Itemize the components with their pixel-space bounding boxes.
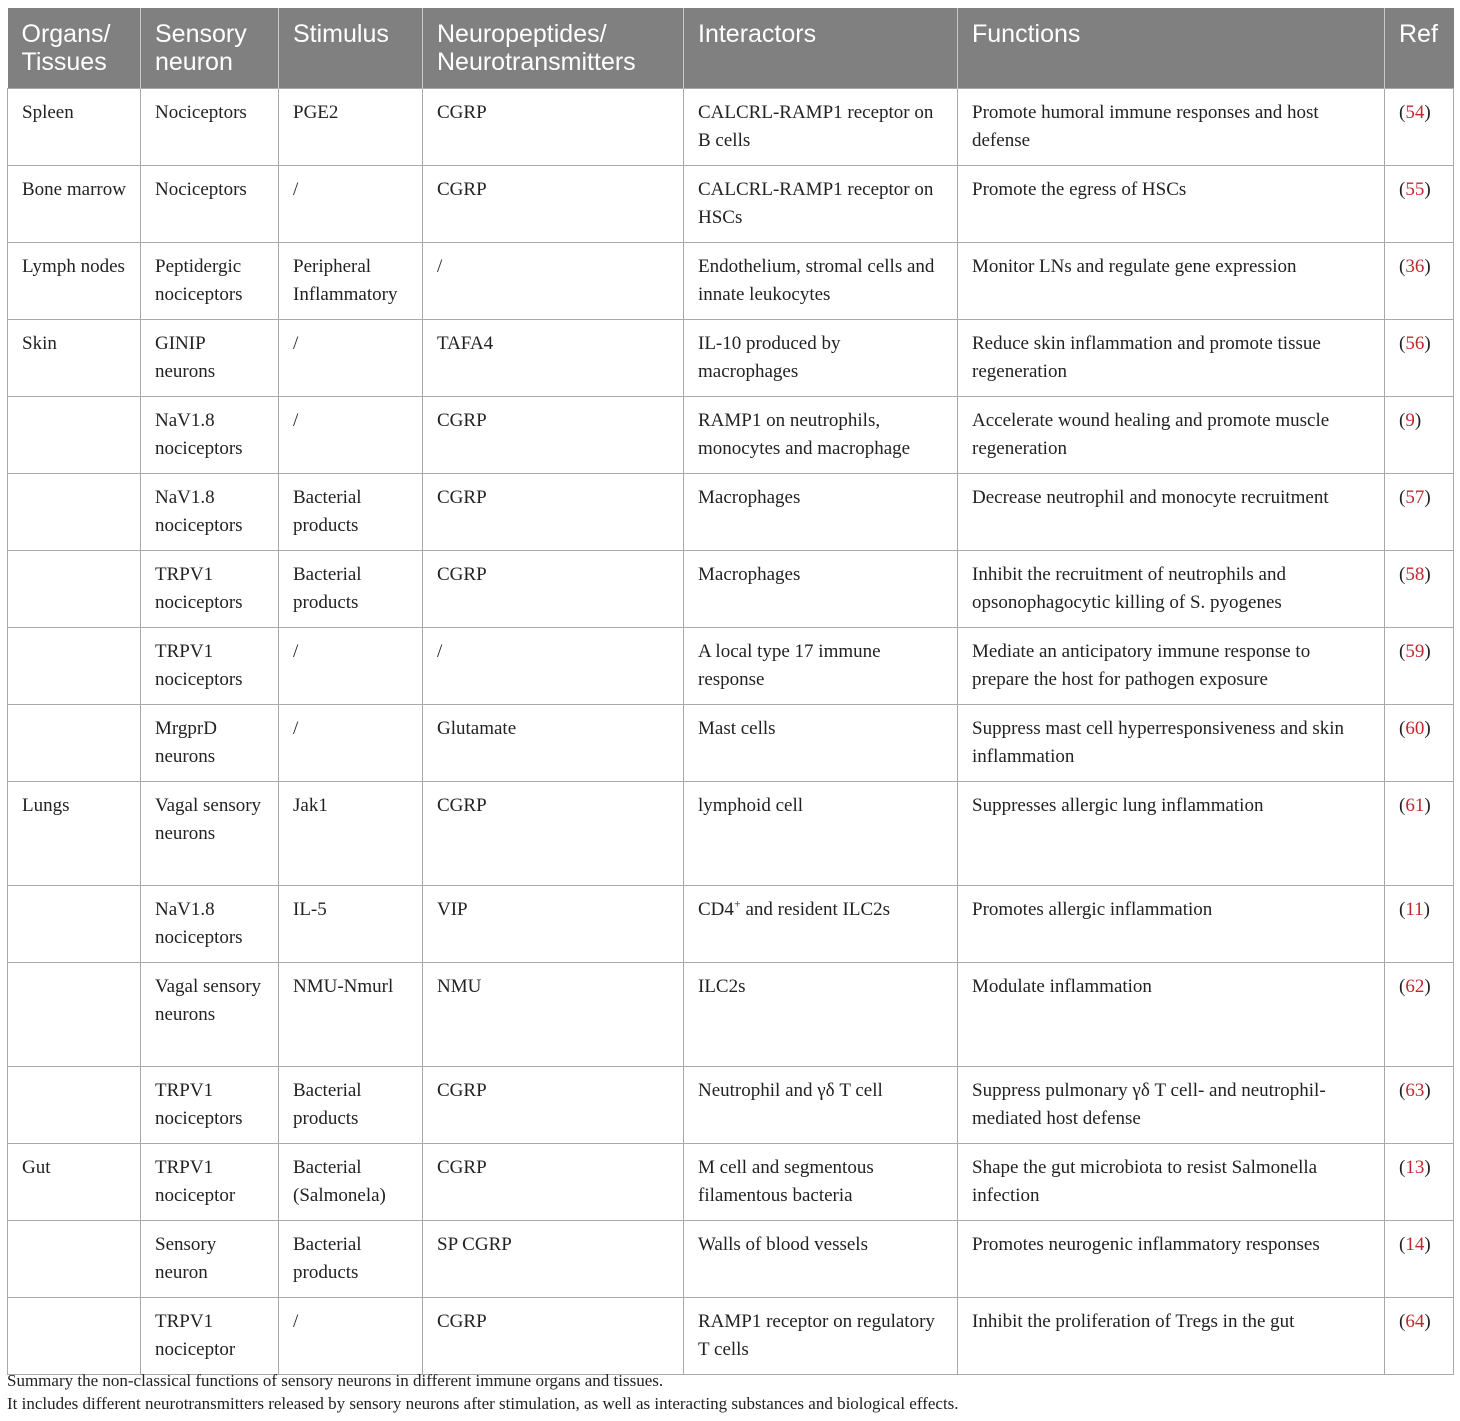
header-functions: Functions (958, 8, 1385, 89)
cell-ref: (61) (1385, 782, 1454, 886)
cell-ref: (9) (1385, 397, 1454, 474)
cell-functions: Promotes allergic inflammation (958, 886, 1385, 963)
ref-link[interactable]: 56 (1405, 333, 1425, 354)
cell-organ: Lungs (8, 782, 141, 886)
cell-neurotransmitter: CGRP (423, 1144, 684, 1221)
cell-organ (8, 963, 141, 1067)
table-row (8, 474, 1454, 551)
cell-neurotransmitter: CGRP (423, 89, 684, 166)
cell-organ (8, 551, 141, 628)
cell-stimulus: Bacterial products (279, 1067, 423, 1144)
cell-neurotransmitter: TAFA4 (423, 320, 684, 397)
cell-interactors: RAMP1 on neutrophils, monocytes and macrophage (684, 397, 958, 474)
cell-interactors: IL-10 produced by macrophages (684, 320, 958, 397)
cell-interactors: Endothelium, stromal cells and innate leukocytes (684, 243, 958, 320)
cell-functions: Monitor LNs and regulate gene expression (958, 243, 1385, 320)
table-row (8, 89, 1454, 166)
cell-neuron: NaV1.8 nociceptors (141, 886, 279, 963)
cell-neuron: Vagal sensory neurons (141, 782, 279, 886)
cell-neurotransmitter: CGRP (423, 166, 684, 243)
cell-functions: Suppress pulmonary γδ T cell- and neutrophil-mediated host defense (958, 1067, 1385, 1144)
table-row (8, 551, 1454, 628)
cell-stimulus: / (279, 397, 423, 474)
cell-functions: Inhibit the recruitment of neutrophils and opsonophagocytic killing of S. pyogenes (958, 551, 1385, 628)
ref-link[interactable]: 63 (1405, 1080, 1425, 1101)
cell-ref: (36) (1385, 243, 1454, 320)
ref-link[interactable]: 9 (1405, 410, 1415, 431)
cell-ref: (60) (1385, 705, 1454, 782)
cell-organ (8, 628, 141, 705)
table-row (8, 243, 1454, 320)
cell-neuron: TRPV1 nociceptors (141, 628, 279, 705)
ref-link[interactable]: 55 (1405, 179, 1425, 200)
cell-neurotransmitter: VIP (423, 886, 684, 963)
table-row (8, 1298, 1454, 1375)
table-row (8, 320, 1454, 397)
cell-organ: Spleen (8, 89, 141, 166)
cell-interactors: RAMP1 receptor on regulatory T cells (684, 1298, 958, 1375)
cell-ref: (57) (1385, 474, 1454, 551)
cell-functions: Promotes neurogenic inflammatory responses (958, 1221, 1385, 1298)
cell-organ (8, 1298, 141, 1375)
cell-interactors: ILC2s (684, 963, 958, 1067)
ref-link[interactable]: 62 (1405, 976, 1425, 997)
cell-stimulus: Jak1 (279, 782, 423, 886)
cell-interactors: Macrophages (684, 551, 958, 628)
superscript-plus: + (733, 896, 741, 911)
header-row (8, 8, 1454, 89)
header-ref: Ref (1385, 8, 1454, 89)
cell-neuron: Nociceptors (141, 166, 279, 243)
cell-neuron: TRPV1 nociceptor (141, 1144, 279, 1221)
ref-link[interactable]: 61 (1405, 795, 1425, 816)
cell-ref: (11) (1385, 886, 1454, 963)
cell-stimulus: Bacterial (Salmonela) (279, 1144, 423, 1221)
cell-functions: Inhibit the proliferation of Tregs in the gut (958, 1298, 1385, 1375)
cell-neuron: Vagal sensory neurons (141, 963, 279, 1067)
cell-ref: (54) (1385, 89, 1454, 166)
cell-stimulus: PGE2 (279, 89, 423, 166)
cell-ref: (14) (1385, 1221, 1454, 1298)
cell-interactors: CALCRL-RAMP1 receptor on B cells (684, 89, 958, 166)
ref-link[interactable]: 13 (1405, 1157, 1425, 1178)
cell-neurotransmitter: CGRP (423, 1298, 684, 1375)
cell-neurotransmitter: CGRP (423, 551, 684, 628)
cell-interactors: Mast cells (684, 705, 958, 782)
cell-interactors: Macrophages (684, 474, 958, 551)
cell-stimulus: / (279, 628, 423, 705)
ref-link[interactable]: 64 (1405, 1311, 1425, 1332)
cell-neuron: GINIP neurons (141, 320, 279, 397)
cell-organ (8, 397, 141, 474)
cell-organ (8, 1067, 141, 1144)
cell-interactors: lymphoid cell (684, 782, 958, 886)
summary-table-container (7, 8, 1453, 1375)
cell-stimulus: Bacterial products (279, 551, 423, 628)
cell-interactors (684, 886, 958, 963)
table-row (8, 1221, 1454, 1298)
cell-organ (8, 705, 141, 782)
cell-organ (8, 474, 141, 551)
cell-functions: Promote humoral immune responses and host defense (958, 89, 1385, 166)
cell-stimulus: Bacterial products (279, 1221, 423, 1298)
table-row (8, 628, 1454, 705)
cell-stimulus: / (279, 166, 423, 243)
cell-ref: (56) (1385, 320, 1454, 397)
ref-link[interactable]: 57 (1405, 487, 1425, 508)
cell-functions: Promote the egress of HSCs (958, 166, 1385, 243)
cell-ref: (55) (1385, 166, 1454, 243)
header-stimulus: Stimulus (279, 8, 423, 89)
cell-functions: Suppress mast cell hyperresponsiveness and skin inflammation (958, 705, 1385, 782)
cell-neurotransmitter: / (423, 243, 684, 320)
interactors-text: and resident ILC2s (740, 899, 891, 920)
cell-ref: (63) (1385, 1067, 1454, 1144)
cell-neurotransmitter: CGRP (423, 474, 684, 551)
cell-functions: Accelerate wound healing and promote muscle regeneration (958, 397, 1385, 474)
table-row (8, 705, 1454, 782)
ref-link[interactable]: 14 (1405, 1234, 1425, 1255)
cell-neurotransmitter: NMU (423, 963, 684, 1067)
cell-interactors: CALCRL-RAMP1 receptor on HSCs (684, 166, 958, 243)
cell-stimulus: Bacterial products (279, 474, 423, 551)
cell-interactors: M cell and segmentous filamentous bacteria (684, 1144, 958, 1221)
cell-organ (8, 1221, 141, 1298)
header-organs: Organs/ Tissues (8, 8, 141, 89)
ref-link[interactable]: 54 (1405, 102, 1425, 123)
ref-link[interactable]: 58 (1405, 564, 1425, 585)
cell-interactors: Neutrophil and γδ T cell (684, 1067, 958, 1144)
cell-ref: (62) (1385, 963, 1454, 1067)
cell-interactors: A local type 17 immune response (684, 628, 958, 705)
cell-ref: (58) (1385, 551, 1454, 628)
cell-neurotransmitter: / (423, 628, 684, 705)
cell-stimulus: / (279, 320, 423, 397)
cell-neuron: TRPV1 nociceptors (141, 1067, 279, 1144)
cell-functions: Modulate inflammation (958, 963, 1385, 1067)
ref-link[interactable]: 36 (1405, 256, 1425, 277)
cell-neurotransmitter: CGRP (423, 1067, 684, 1144)
cell-organ (8, 886, 141, 963)
cell-stimulus: Peripheral Inflammatory (279, 243, 423, 320)
cell-neurotransmitter: SP CGRP (423, 1221, 684, 1298)
cell-neurotransmitter: Glutamate (423, 705, 684, 782)
header-neuropeptides: Neuropeptides/ Neurotransmitters (423, 8, 684, 89)
cell-organ: Bone marrow (8, 166, 141, 243)
table-row (8, 782, 1454, 886)
cell-stimulus: / (279, 705, 423, 782)
cell-neuron: NaV1.8 nociceptors (141, 474, 279, 551)
cell-interactors: Walls of blood vessels (684, 1221, 958, 1298)
cell-neuron: Peptidergic nociceptors (141, 243, 279, 320)
table-footnote-2: It includes different neurotransmitters released by sensory neurons after stimulation, as well as interacting substances and biological effects. (7, 1394, 959, 1413)
cell-neuron: Sensory neuron (141, 1221, 279, 1298)
cell-functions: Reduce skin inflammation and promote tissue regeneration (958, 320, 1385, 397)
cell-organ: Gut (8, 1144, 141, 1221)
cell-neuron: TRPV1 nociceptor (141, 1298, 279, 1375)
table-row (8, 963, 1454, 1067)
ref-link[interactable]: 11 (1405, 899, 1424, 920)
interactors-text: CD4 (698, 899, 734, 920)
cell-ref: (59) (1385, 628, 1454, 705)
cell-ref: (64) (1385, 1298, 1454, 1375)
cell-neuron: TRPV1 nociceptors (141, 551, 279, 628)
table-footnote-1: Summary the non-classical functions of sensory neurons in different immune organs and tissues. (7, 1371, 664, 1390)
cell-functions: Mediate an anticipatory immune response to prepare the host for pathogen exposure (958, 628, 1385, 705)
cell-stimulus: NMU-Nmurl (279, 963, 423, 1067)
table-row (8, 397, 1454, 474)
ref-link[interactable]: 60 (1405, 718, 1425, 739)
cell-neuron: NaV1.8 nociceptors (141, 397, 279, 474)
cell-organ: Lymph nodes (8, 243, 141, 320)
table-row (8, 886, 1454, 963)
cell-functions: Shape the gut microbiota to resist Salmonella infection (958, 1144, 1385, 1221)
cell-functions: Suppresses allergic lung inflammation (958, 782, 1385, 886)
header-interactors: Interactors (684, 8, 958, 89)
table-row (8, 1144, 1454, 1221)
cell-stimulus: IL-5 (279, 886, 423, 963)
cell-neuron: Nociceptors (141, 89, 279, 166)
cell-functions: Decrease neutrophil and monocyte recruitment (958, 474, 1385, 551)
table-row (8, 166, 1454, 243)
cell-organ: Skin (8, 320, 141, 397)
cell-neurotransmitter: CGRP (423, 397, 684, 474)
cell-neurotransmitter: CGRP (423, 782, 684, 886)
ref-link[interactable]: 59 (1405, 641, 1425, 662)
table-row (8, 1067, 1454, 1144)
sensory-neuron-table (7, 8, 1454, 1375)
header-sensory-neuron: Sensory neuron (141, 8, 279, 89)
cell-ref: (13) (1385, 1144, 1454, 1221)
cell-stimulus: / (279, 1298, 423, 1375)
cell-neuron: MrgprD neurons (141, 705, 279, 782)
